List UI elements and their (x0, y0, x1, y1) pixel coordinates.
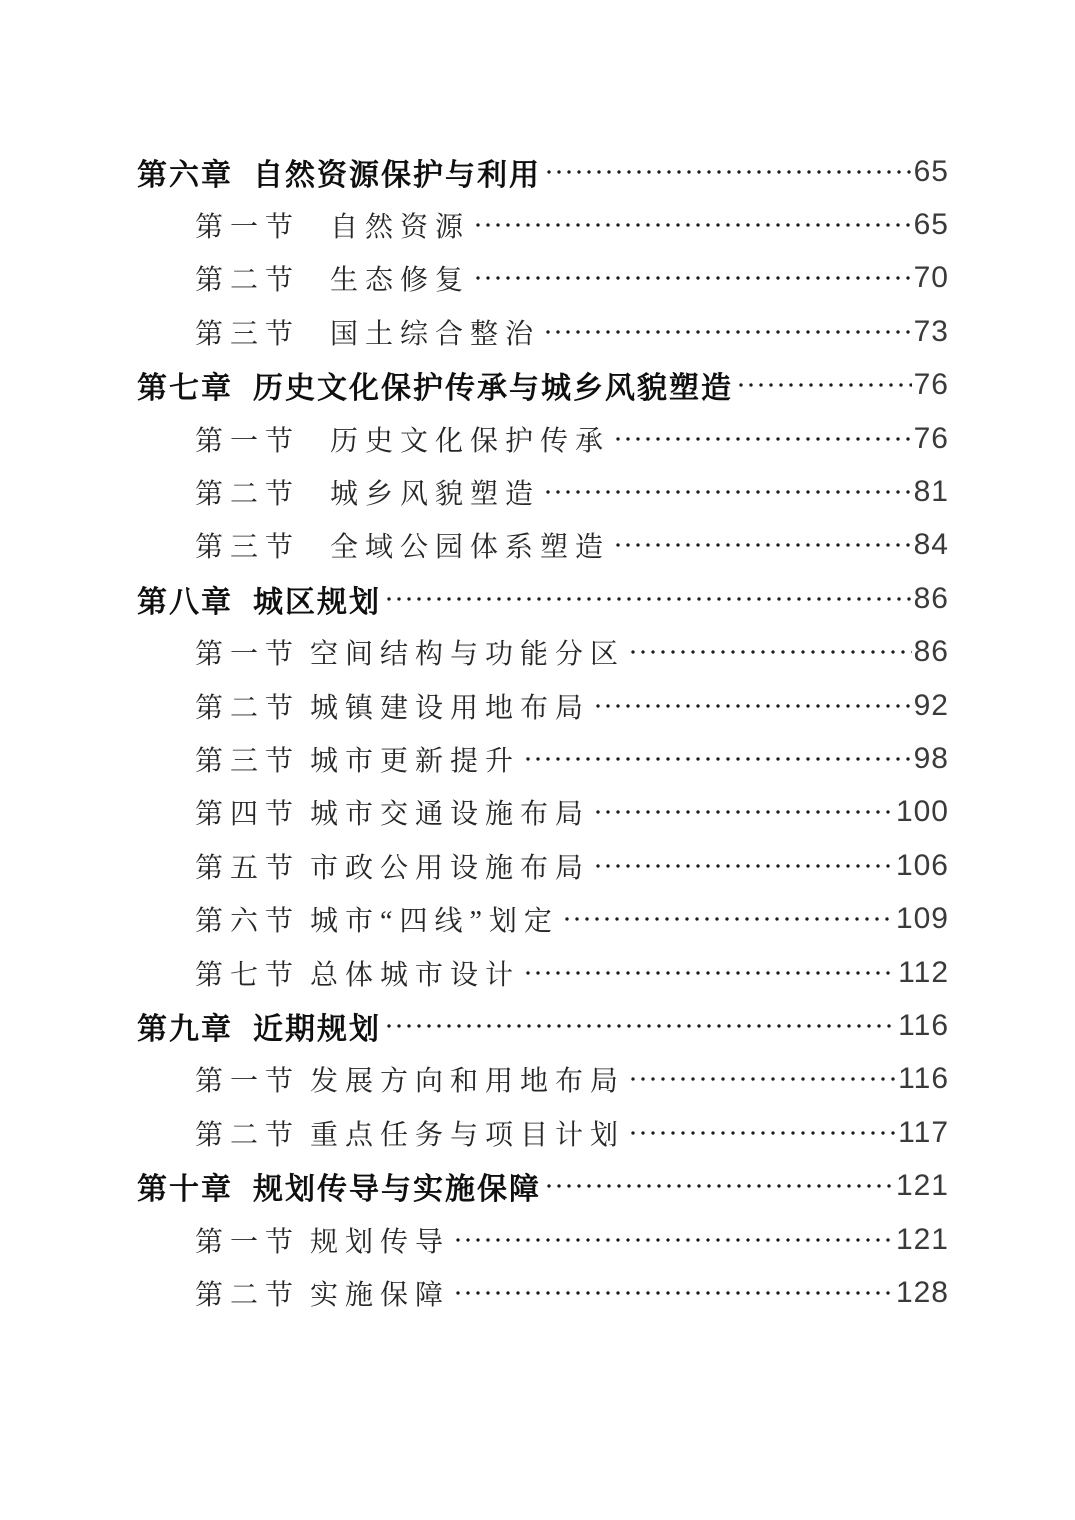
toc-entry (137, 1106, 949, 1159)
dot-leader (593, 786, 894, 839)
toc-entry (137, 145, 949, 198)
dot-leader (473, 198, 912, 251)
dot-leader (593, 839, 894, 892)
entry-page-number: 65 (913, 208, 949, 242)
entry-title: 自然资源 (330, 212, 471, 244)
entry-page-number: 70 (913, 261, 949, 295)
entry-page-number: 76 (913, 368, 949, 402)
toc-entry (137, 572, 949, 625)
entry-page-number: 81 (913, 475, 949, 509)
dot-leader (453, 1266, 894, 1319)
toc-entry (137, 999, 949, 1052)
dot-leader (523, 732, 912, 785)
dot-leader (613, 412, 912, 465)
entry-page-number: 121 (895, 1169, 949, 1203)
entry-number-label: 第四节 (195, 799, 301, 831)
dot-leader (543, 305, 912, 358)
entry-title: 自然资源保护与利用 (253, 158, 541, 192)
entry-number-label: 第八章 (137, 585, 233, 619)
dot-leader (628, 626, 912, 679)
dot-leader (593, 679, 912, 732)
entry-title: 规划传导与实施保障 (253, 1173, 541, 1207)
entry-number-label: 第一节 (195, 1226, 301, 1258)
entry-title: 生态修复 (330, 265, 471, 297)
toc-entry (137, 786, 949, 839)
entry-title: 国土综合整治 (330, 318, 541, 350)
dot-leader (544, 145, 912, 198)
entry-title: 全域公园体系塑造 (330, 532, 611, 564)
entry-number-label: 第三节 (195, 532, 301, 564)
dot-leader (613, 519, 912, 572)
entry-page-number: 116 (898, 1008, 949, 1042)
entry-number-label: 第一节 (195, 212, 301, 244)
entry-page-number: 112 (898, 955, 949, 989)
entry-page-number: 86 (913, 635, 949, 669)
toc-entry (137, 1266, 949, 1319)
entry-page-number: 92 (913, 688, 949, 722)
toc-entry (137, 892, 949, 945)
entry-title: 城市交通设施布局 (310, 799, 591, 831)
entry-title: 市政公用设施布局 (310, 852, 591, 884)
entry-number-label: 第一节 (195, 425, 301, 457)
dot-leader (384, 999, 896, 1052)
toc-entry (137, 1213, 949, 1266)
entry-number-label: 第三节 (195, 745, 301, 777)
entry-number-label: 第二节 (195, 479, 301, 511)
entry-title: 城乡风貌塑造 (330, 479, 541, 511)
table-of-contents (137, 145, 949, 1320)
entry-number-label: 第六章 (137, 158, 233, 192)
entry-title: 重点任务与项目计划 (310, 1119, 626, 1151)
entry-page-number: 84 (913, 528, 949, 562)
entry-page-number: 100 (895, 795, 949, 829)
toc-entry (137, 1159, 949, 1212)
dot-leader (544, 1159, 894, 1212)
toc-entry (137, 198, 949, 251)
entry-number-label: 第七节 (195, 959, 301, 991)
toc-entry (137, 839, 949, 892)
entry-number-label: 第九章 (137, 1012, 233, 1046)
dot-leader (523, 946, 896, 999)
toc-entry (137, 626, 949, 679)
entry-page-number: 106 (895, 848, 949, 882)
dot-leader (473, 252, 912, 305)
entry-title: 历史文化保护传承 (330, 425, 611, 457)
toc-entry (137, 412, 949, 465)
entry-title: 规划传导 (310, 1226, 451, 1258)
entry-page-number: 86 (913, 581, 949, 615)
entry-number-label: 第二节 (195, 1279, 301, 1311)
entry-number-label: 第七章 (137, 372, 233, 406)
entry-page-number: 121 (895, 1222, 949, 1256)
entry-title: 近期规划 (253, 1012, 381, 1046)
entry-title: 城区规划 (253, 585, 381, 619)
entry-page-number: 128 (895, 1275, 949, 1309)
entry-number-label: 第五节 (195, 852, 301, 884)
entry-page-number: 73 (913, 314, 949, 348)
entry-page-number: 109 (895, 902, 949, 936)
toc-entry (137, 305, 949, 358)
toc-entry (137, 679, 949, 732)
dot-leader (628, 1106, 896, 1159)
entry-page-number: 117 (898, 1115, 949, 1149)
dot-leader (628, 1053, 896, 1106)
dot-leader (543, 465, 912, 518)
entry-number-label: 第十章 (137, 1173, 233, 1207)
entry-title: 总体城市设计 (310, 959, 521, 991)
entry-title: 空间结构与功能分区 (310, 639, 626, 671)
entry-title: 实施保障 (310, 1279, 451, 1311)
entry-number-label: 第一节 (195, 639, 301, 671)
entry-number-label: 第六节 (195, 906, 301, 938)
entry-page-number: 65 (913, 154, 949, 188)
toc-entry (137, 252, 949, 305)
dot-leader (453, 1213, 894, 1266)
entry-number-label: 第二节 (195, 265, 301, 297)
dot-leader (562, 892, 894, 945)
dot-leader (736, 359, 912, 412)
entry-title: 城镇建设用地布局 (310, 692, 591, 724)
entry-title: 历史文化保护传承与城乡风貌塑造 (253, 372, 733, 406)
entry-title: 城市“四线”划定 (310, 906, 559, 938)
toc-entry (137, 732, 949, 785)
toc-entry (137, 1053, 949, 1106)
toc-entry (137, 946, 949, 999)
toc-entry (137, 519, 949, 572)
entry-number-label: 第一节 (195, 1066, 301, 1098)
toc-entry (137, 465, 949, 518)
entry-number-label: 第三节 (195, 318, 301, 350)
toc-entry (137, 359, 949, 412)
entry-number-label: 第二节 (195, 1119, 301, 1151)
dot-leader (384, 572, 912, 625)
entry-page-number: 76 (913, 421, 949, 455)
entry-title: 发展方向和用地布局 (310, 1066, 626, 1098)
entry-page-number: 98 (913, 741, 949, 775)
entry-title: 城市更新提升 (310, 745, 521, 777)
entry-page-number: 116 (898, 1062, 949, 1096)
entry-number-label: 第二节 (195, 692, 301, 724)
